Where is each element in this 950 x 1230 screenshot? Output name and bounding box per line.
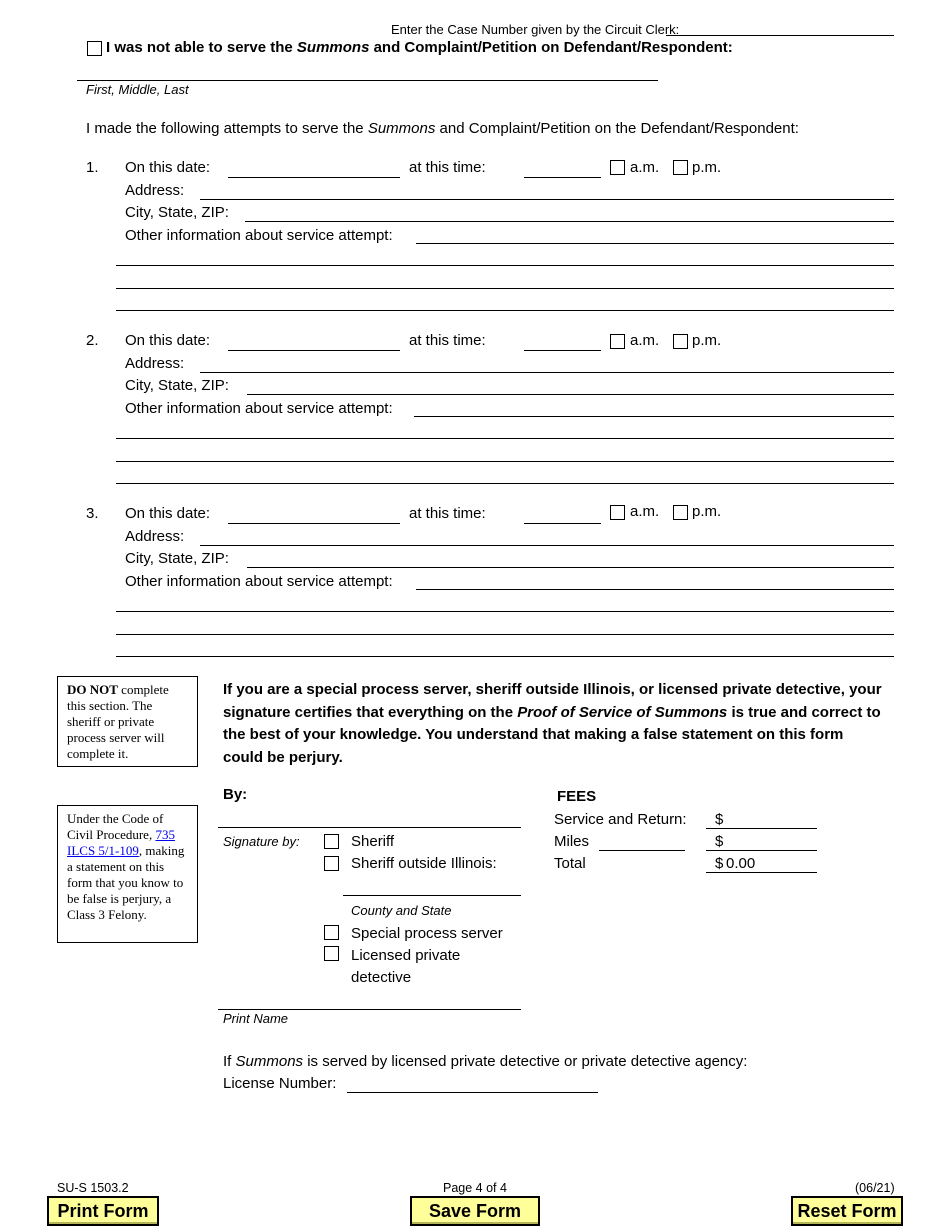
city-label: City, State, ZIP:	[125, 550, 229, 567]
am-checkbox[interactable]	[610, 334, 625, 349]
print-name-caption: Print Name	[223, 1011, 289, 1026]
attempts-intro: I made the following attempts to serve the Summons and Complaint/Petition on the Defendant/Respondent:	[86, 120, 799, 137]
city-field[interactable]	[247, 394, 894, 395]
signature-by-label: Signature by:	[223, 834, 300, 849]
print-name-field[interactable]	[218, 1009, 521, 1010]
total-currency: $	[715, 855, 724, 872]
pm-label: p.m.	[692, 332, 722, 349]
city-label: City, State, ZIP:	[125, 204, 229, 221]
address-field[interactable]	[200, 199, 894, 200]
time-field[interactable]	[524, 523, 601, 524]
not-served-checkbox[interactable]	[87, 41, 102, 56]
city-field[interactable]	[245, 221, 894, 222]
sheriff-checkbox[interactable]	[324, 834, 339, 849]
other-info-field[interactable]	[416, 243, 894, 244]
other-info-field[interactable]	[414, 416, 894, 417]
other-info-label: Other information about service attempt:	[125, 573, 393, 590]
total-label: Total	[554, 855, 586, 872]
date-field[interactable]	[228, 523, 400, 524]
licensed-private-detective-checkbox[interactable]	[324, 946, 339, 961]
total-value[interactable]: 0.00	[726, 855, 756, 872]
time-label: at this time:	[409, 505, 486, 522]
pm-checkbox[interactable]	[673, 160, 688, 175]
licensed-private-label: Licensed private	[351, 947, 461, 964]
attempt-number: 1.	[86, 159, 99, 176]
service-return-label: Service and Return:	[554, 811, 687, 828]
service-return-field[interactable]	[706, 828, 817, 829]
date-label: On this date:	[125, 159, 211, 176]
date-field[interactable]	[228, 350, 400, 351]
date-field[interactable]	[228, 177, 400, 178]
other-info-line[interactable]	[116, 634, 894, 635]
other-info-label: Other information about service attempt:	[125, 227, 393, 244]
other-info-field[interactable]	[416, 589, 894, 590]
other-info-line[interactable]	[116, 611, 894, 612]
miles-label: Miles	[554, 833, 590, 850]
sheriff-outside-checkbox[interactable]	[324, 856, 339, 871]
name-caption: First, Middle, Last	[86, 82, 189, 97]
print-form-button[interactable]: Print Form	[47, 1196, 159, 1226]
am-label: a.m.	[630, 159, 660, 176]
county-state-caption: County and State	[351, 903, 452, 918]
am-label: a.m.	[630, 503, 660, 520]
sheriff-label: Sheriff	[351, 833, 395, 850]
pm-label: p.m.	[692, 503, 722, 520]
reset-form-button[interactable]: Reset Form	[791, 1196, 903, 1226]
license-number-field[interactable]	[347, 1092, 598, 1093]
perjury-note: Under the Code of Civil Procedure, 735 ILCS 5/1-109, making a statement on this form that you know to be false is perjury, a Class 3 Felony.	[57, 805, 198, 943]
license-intro: If Summons is served by licensed private detective or private detective agency:	[223, 1053, 748, 1070]
miles-currency: $	[715, 833, 724, 850]
attempt-number: 3.	[86, 505, 99, 522]
other-info-line[interactable]	[116, 310, 894, 311]
date-label: On this date:	[125, 505, 211, 522]
revision-date: (06/21)	[855, 1181, 895, 1195]
special-process-server-checkbox[interactable]	[324, 925, 339, 940]
address-field[interactable]	[200, 545, 894, 546]
address-label: Address:	[125, 182, 185, 199]
by-label: By:	[223, 786, 248, 803]
attempt-number: 2.	[86, 332, 99, 349]
total-field[interactable]	[706, 872, 817, 873]
other-info-line[interactable]	[116, 438, 894, 439]
not-served-label: I was not able to serve the Summons and Complaint/Petition on Defendant/Respondent:	[106, 39, 733, 56]
miles-fee-field[interactable]	[706, 850, 817, 851]
service-return-currency: $	[715, 811, 724, 828]
miles-field[interactable]	[599, 850, 685, 851]
time-field[interactable]	[524, 350, 601, 351]
am-checkbox[interactable]	[610, 505, 625, 520]
date-label: On this date:	[125, 332, 211, 349]
other-info-line[interactable]	[116, 461, 894, 462]
special-process-server-label: Special process server	[351, 925, 503, 942]
pm-checkbox[interactable]	[673, 334, 688, 349]
address-field[interactable]	[200, 372, 894, 373]
time-field[interactable]	[524, 177, 601, 178]
detective-label: detective	[351, 969, 412, 986]
am-label: a.m.	[630, 332, 660, 349]
save-form-button[interactable]: Save Form	[410, 1196, 540, 1226]
form-code: SU-S 1503.2	[57, 1181, 129, 1195]
page-number: Page 4 of 4	[443, 1181, 507, 1195]
other-info-line[interactable]	[116, 265, 894, 266]
ilcs-link[interactable]: 735 ILCS 5/1-109	[67, 827, 175, 858]
address-label: Address:	[125, 528, 185, 545]
fees-title: FEES	[557, 788, 597, 805]
signature-field[interactable]	[218, 827, 521, 828]
case-number-label: Enter the Case Number given by the Circuit Clerk:	[391, 22, 680, 37]
city-field[interactable]	[247, 567, 894, 568]
time-label: at this time:	[409, 159, 486, 176]
sheriff-outside-label: Sheriff outside Illinois:	[351, 855, 497, 872]
time-label: at this time:	[409, 332, 486, 349]
certification-text: If you are a special process server, sheriff outside Illinois, or licensed private detective, your signature certifies that everything on the Proof of Service of Summons is true and correct to the best of your knowledge. You understand that making a false statement on this form could be perjury.	[223, 681, 882, 766]
pm-checkbox[interactable]	[673, 505, 688, 520]
other-info-line[interactable]	[116, 656, 894, 657]
pm-label: p.m.	[692, 159, 722, 176]
address-label: Address:	[125, 355, 185, 372]
am-checkbox[interactable]	[610, 160, 625, 175]
county-state-field[interactable]	[343, 895, 521, 896]
other-info-line[interactable]	[116, 288, 894, 289]
defendant-name-field[interactable]	[77, 80, 658, 81]
other-info-line[interactable]	[116, 483, 894, 484]
city-label: City, State, ZIP:	[125, 377, 229, 394]
case-number-field[interactable]	[666, 21, 894, 36]
other-info-label: Other information about service attempt:	[125, 400, 393, 417]
license-number-label: License Number:	[223, 1075, 337, 1092]
do-not-complete-note: DO NOT complete this section. The sheriff or private process server will complete it.	[57, 676, 198, 767]
